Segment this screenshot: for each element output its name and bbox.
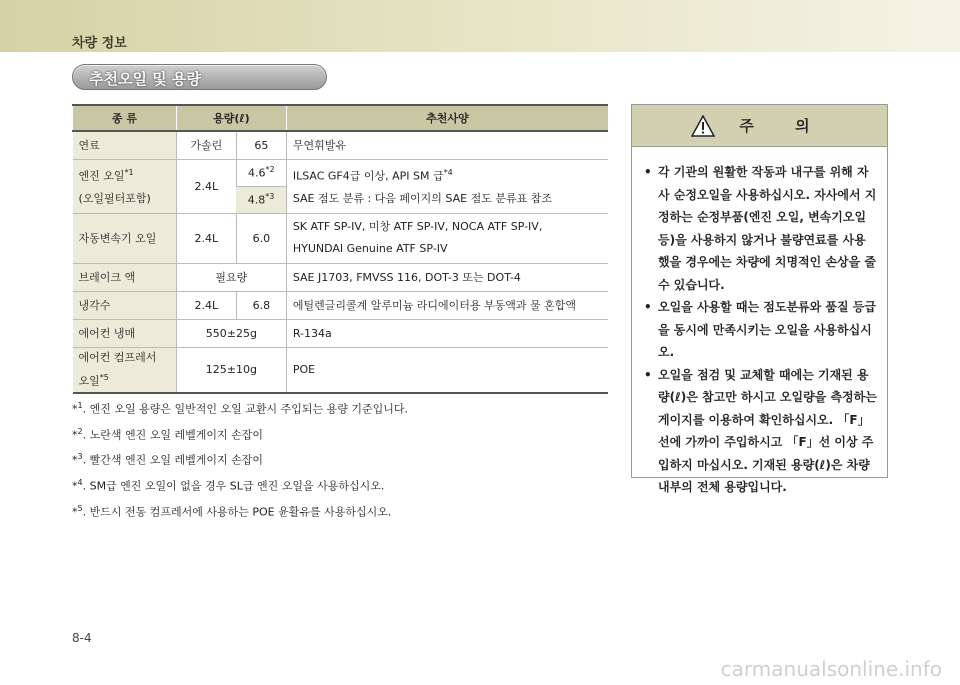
spec-line: HYUNDAI Genuine ATF SP-IV xyxy=(292,242,448,255)
table-row xyxy=(73,131,609,159)
spec-line: ILSAC GF4급 이상, API SM 급 xyxy=(292,169,444,183)
cell-capacity: 6.0 xyxy=(236,213,286,263)
cell-spec xyxy=(286,159,608,213)
footnote-text: . 엔진 오일 용량은 일반적인 오일 교환시 주입되는 용량 기준입니다. xyxy=(82,402,408,416)
footnote xyxy=(72,421,408,447)
cell-capacity: 65 xyxy=(236,131,286,159)
header-spec: 추천사양 xyxy=(286,105,608,131)
cell-kind-line: (오일필터포함) xyxy=(78,191,151,205)
footnote-number: 4 xyxy=(77,477,83,487)
cell-sub: 2.4L xyxy=(176,159,236,213)
cell-spec: 무연휘발유 xyxy=(286,131,608,159)
capacity-value: 4.6 xyxy=(248,166,266,180)
table-row xyxy=(73,319,609,347)
cell-kind-line: 에어컨 컴프레서 xyxy=(78,350,157,364)
table-row xyxy=(73,263,609,291)
footnote xyxy=(72,446,408,472)
footnote-star: * xyxy=(72,505,78,519)
footnote-number: 5 xyxy=(77,503,83,513)
warning-triangle-icon xyxy=(691,115,715,137)
cell-spec: SAE J1703, FMVSS 116, DOT-3 또는 DOT-4 xyxy=(286,263,608,291)
footnote-star: * xyxy=(72,402,78,416)
cell-capacity xyxy=(236,159,286,186)
footnote-mark: *1 xyxy=(124,168,134,178)
header-kind: 종 류 xyxy=(73,105,177,131)
cell-kind-line: 오일 xyxy=(78,374,100,388)
caution-item: • 오일을 사용할 때는 점도분류와 품질 등급을 동시에 만족시키는 오일을 사용하십시오. xyxy=(642,296,877,364)
cell-kind-line: 엔진 오일 xyxy=(78,169,125,183)
spec-line: SK ATF SP-IV, 미창 ATF SP-IV, NOCA ATF SP-IV, xyxy=(292,220,543,233)
header-bar xyxy=(0,0,960,52)
cell-sub: 가솔린 xyxy=(176,131,236,159)
footnote-text: . 반드시 전동 컴프레서에 사용하는 POE 윤활유를 사용하십시오. xyxy=(82,505,392,519)
footnote-star: * xyxy=(72,453,78,467)
capacity-value: 4.8 xyxy=(247,193,266,207)
watermark: carmanualsonline.info xyxy=(720,657,942,681)
table-row xyxy=(73,213,609,263)
footnote-number: 1 xyxy=(77,401,83,410)
footnote xyxy=(72,472,408,498)
footnote-mark: *4 xyxy=(443,168,453,178)
cell-capacity: 550±25g xyxy=(176,319,286,347)
section-title: 추천오일 및 용량 xyxy=(89,70,201,88)
footnote-number: 2 xyxy=(77,426,83,436)
table-row xyxy=(73,159,609,186)
cell-spec xyxy=(286,213,608,263)
caution-header xyxy=(632,105,887,147)
page-number: 8-4 xyxy=(72,631,92,645)
footnote xyxy=(72,498,408,524)
caution-box xyxy=(631,104,888,494)
footnote-star: * xyxy=(72,428,78,442)
cell-capacity: 필요량 xyxy=(176,263,286,291)
cell-capacity xyxy=(236,186,286,213)
footnote-number: 3 xyxy=(77,452,83,462)
spec-line: SAE 점도 분류 : 다음 페이지의 SAE 점도 분류표 참조 xyxy=(292,191,552,205)
footnote xyxy=(72,395,408,421)
cell-kind xyxy=(73,347,177,393)
cell-kind: 냉각수 xyxy=(73,291,177,319)
footnote-star: * xyxy=(72,479,78,493)
caution-item: • 각 기관의 원활한 작동과 내구를 위해 자사 순정오일을 사용하십시오. 자사에서 지정하는 순정부품(엔진 오일, 변속기오일 등)을 사용하지 않거나 불량연료를 사용했을 경우에는 차량에 치명적인 손상을 줄 수 있습니다. xyxy=(642,161,877,296)
table-row xyxy=(73,291,609,319)
footnote-text: . 노란색 엔진 오일 레벨게이지 손잡이 xyxy=(82,428,263,442)
cell-kind: 에어컨 냉매 xyxy=(73,319,177,347)
cell-spec: 에틸렌글리콜계 알루미늄 라디에이터용 부동액과 물 혼합액 xyxy=(286,291,608,319)
footnote-mark: *5 xyxy=(99,372,109,382)
cell-capacity: 125±10g xyxy=(176,347,286,393)
table-header-row xyxy=(73,105,609,131)
cell-capacity: 6.8 xyxy=(236,291,286,319)
cell-kind: 브레이크 액 xyxy=(73,263,177,291)
caution-list xyxy=(632,147,887,499)
section-title-pill xyxy=(72,64,327,90)
footnotes xyxy=(72,395,408,523)
cell-sub: 2.4L xyxy=(176,291,236,319)
cell-sub: 2.4L xyxy=(176,213,236,263)
cell-kind: 자동변속기 오일 xyxy=(73,213,177,263)
chapter-title: 차량 정보 xyxy=(72,36,127,51)
caution-title: 주 의 xyxy=(739,117,828,135)
table-row xyxy=(73,347,609,393)
footnote-mark: *2 xyxy=(265,165,275,175)
cell-spec: POE xyxy=(286,347,608,393)
footnote-mark: *3 xyxy=(265,192,275,202)
cell-spec: R-134a xyxy=(286,319,608,347)
footnote-text: . SM급 엔진 오일이 없을 경우 SL급 엔진 오일을 사용하십시오. xyxy=(82,479,385,493)
header-capacity: 용량(ℓ) xyxy=(176,105,286,131)
oil-spec-table xyxy=(72,104,608,394)
caution-item: • 오일을 점검 및 교체할 때에는 기재된 용량(ℓ)은 참고만 하시고 오일량을 측정하는 게이지를 이용하여 확인하십시오. 「F」선에 가까이 주입하시고 「F」선 이상 주입하지 마십시오. 기재된 용량(ℓ)은 차량내부의 전체 용량입니다. xyxy=(642,364,877,499)
footnote-text: . 빨간색 엔진 오일 레벨게이지 손잡이 xyxy=(82,453,263,467)
cell-kind: 연료 xyxy=(73,131,177,159)
cell-kind xyxy=(73,159,177,213)
